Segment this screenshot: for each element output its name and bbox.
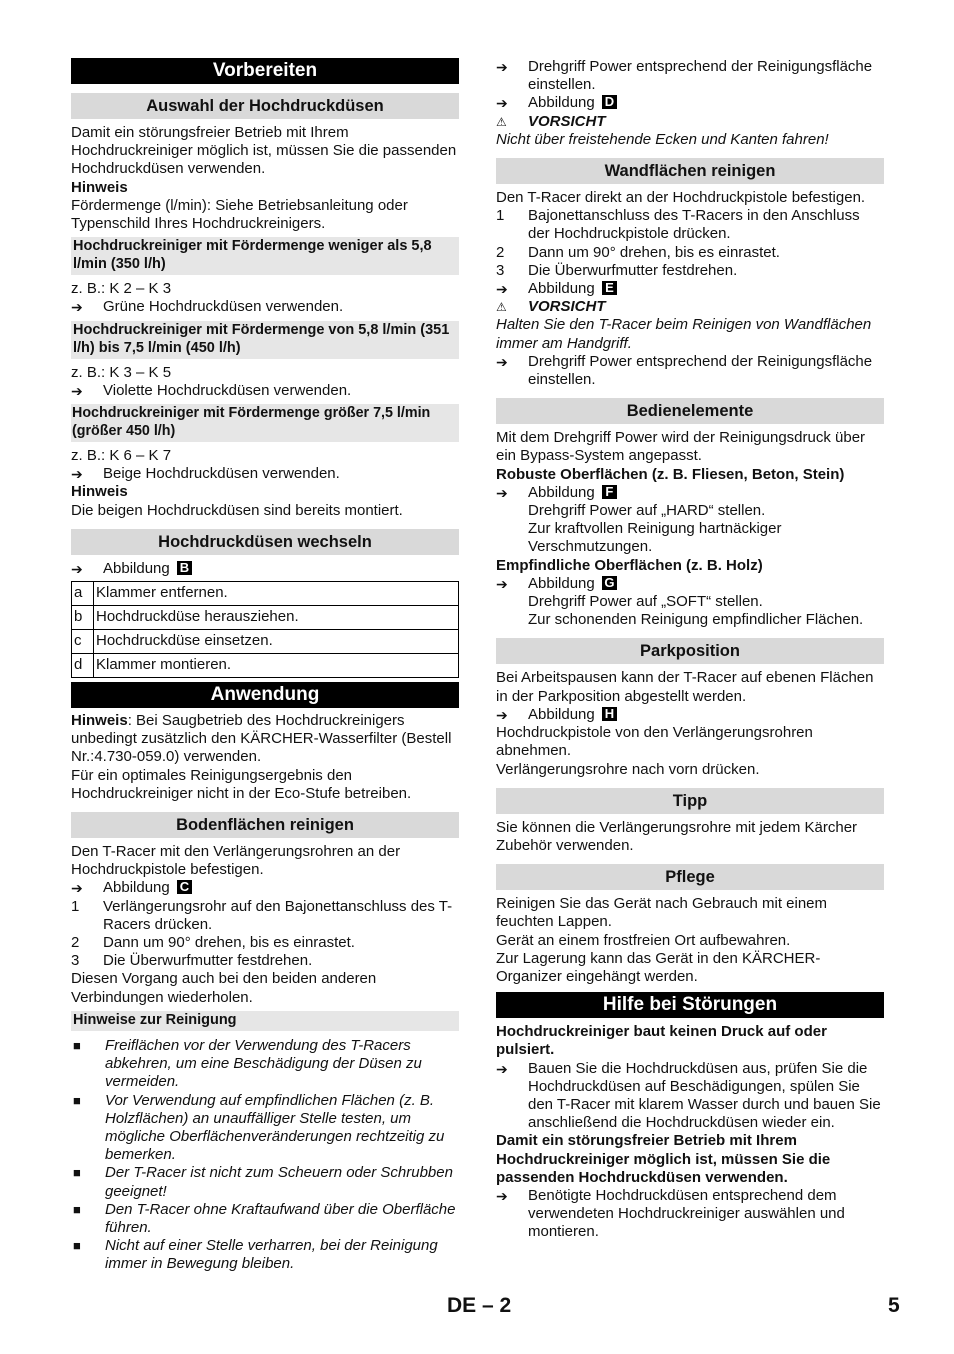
subheading-under-5-8: Hochdruckreiniger mit Fördermenge weniger als 5,8 l/min (350 l/h) [71, 237, 459, 275]
numbered-step [496, 262, 884, 280]
action-item [71, 298, 459, 316]
subheading-hinweise-reinigung: Hinweise zur Reinigung [71, 1011, 459, 1031]
eco-text: Für ein optimales Reinigungsergebnis den Hochdruckreiniger nicht in der Eco-Stufe betreiben. [71, 766, 412, 802]
right-column [496, 58, 884, 1242]
arrow-icon: ➔ [71, 466, 83, 483]
robust-heading: Robuste Oberflächen (z. B. Fliesen, Beton, Stein) [496, 465, 845, 483]
indented-line [496, 593, 884, 611]
hinweis-text: : Bei Saugbetrieb des Hochdruckreinigers unbedingt zusätzlich den KÄRCHER-Wasserfilter (Bestell Nr.:4.730-059.0) verwenden. [71, 712, 452, 766]
action-item [496, 1060, 884, 1133]
boden-intro: Den T-Racer mit den Verlängerungsrohren an der Hochdruckpistole befestigen. [71, 843, 401, 879]
anwendung-hinweis [71, 712, 459, 767]
arrow-icon: ➔ [496, 353, 508, 370]
step-key: b [72, 606, 94, 630]
subheading-over-7-5: Hochdruckreiniger mit Fördermenge größer 7,5 l/min (größer 450 l/h) [71, 404, 459, 442]
step-text: Die Überwurfmutter festdrehen. [103, 952, 313, 970]
action-text: Bauen Sie die Hochdruckdüsen aus, prüfen Sie die Hochdruckdüsen auf Beschädigungen, spülen Sie den T-Racer mit klarem Wasser durch und bauen Sie anschließend die Hochdruckdüsen wieder ein. [528, 1059, 881, 1132]
hinweis-label: Hinweis [71, 483, 128, 501]
numbered-step [71, 952, 459, 970]
arrow-icon: ➔ [496, 1187, 508, 1204]
step-text: Klammer entfernen. [94, 582, 459, 606]
arrow-icon: ➔ [71, 299, 83, 316]
bullet-text: Nicht auf einer Stelle verharren, bei der Reinigung immer in Bewegung bleiben. [105, 1237, 438, 1273]
section-title-vorbereiten: Vorbereiten [71, 58, 459, 84]
figure-key-badge: B [177, 561, 192, 575]
step-text: Klammer montieren. [94, 654, 459, 678]
arrow-icon: ➔ [71, 880, 83, 897]
park-line: Verlängerungsrohre nach vorn drücken. [496, 760, 760, 778]
example-text: z. B.: K 2 – K 3 [71, 280, 172, 298]
arrow-icon: ➔ [496, 59, 508, 75]
step-text: Dann um 90° drehen, bis es einrastet. [103, 934, 355, 952]
action-item [496, 1187, 884, 1242]
step-key: d [72, 654, 94, 678]
problem-text: Damit ein störungsfreier Betrieb mit Ihrem Hochdruckreiniger möglich ist, müssen Sie die passenden Hochdruckdüsen verwenden. [496, 1132, 831, 1186]
wand-intro: Den T-Racer direkt an der Hochdruckpistole befestigen. [496, 189, 866, 207]
pflege-line: Gerät an einem frostfreien Ort aufbewahren. [496, 931, 791, 949]
pflege-line: Zur Lagerung kann das Gerät in den KÄRCHER-Organizer eingehängt werden. [496, 949, 821, 985]
left-column [71, 58, 459, 1274]
arrow-icon: ➔ [496, 281, 508, 298]
action-text: Violette Hochdruckdüsen verwenden. [103, 381, 352, 399]
table-row [72, 582, 459, 606]
bullet-text: Freiflächen vor der Verwendung des T-Racers abkehren, um eine Beschädigung der Düsen zu vermeiden. [105, 1036, 422, 1091]
bullet-item [71, 1201, 459, 1237]
steps-table [71, 581, 459, 678]
action-text: Beige Hochdruckdüsen verwenden. [103, 465, 340, 483]
bedien-intro: Mit dem Drehgriff Power wird der Reinigungsdruck über ein Bypass-System angepasst. [496, 429, 866, 465]
step-text: Hochdruckdüse einsetzen. [94, 630, 459, 654]
indented-line [496, 502, 884, 520]
robust-line: Zur kraftvollen Reinigung hartnäckiger Verschmutzungen. [528, 520, 782, 556]
bullet-icon: ■ [73, 1092, 81, 1108]
bullet-icon: ■ [73, 1201, 81, 1217]
step-text: Hochdruckdüse herausziehen. [94, 606, 459, 630]
heading-tipp: Tipp [496, 788, 884, 814]
abbildung-ref [496, 575, 884, 593]
section-title-hilfe: Hilfe bei Störungen [496, 992, 884, 1018]
abbildung-label: Abbildung [528, 483, 595, 501]
figure-key-badge: E [602, 281, 617, 295]
arrow-icon: ➔ [496, 575, 508, 592]
figure-key-badge: C [177, 880, 192, 894]
abbildung-label: Abbildung [528, 94, 595, 112]
arrow-icon: ➔ [496, 484, 508, 501]
arrow-icon: ➔ [71, 382, 83, 399]
numbered-step [71, 934, 459, 952]
step-text: Dann um 90° drehen, bis es einrastet. [528, 243, 780, 261]
tipp-text: Sie können die Verlängerungsrohre mit jedem Kärcher Zubehör verwenden. [496, 818, 858, 854]
table-row [72, 606, 459, 630]
action-text: Drehgriff Power entsprechend der Reinigungsfläche einstellen. [528, 58, 873, 94]
heading-pflege: Pflege [496, 864, 884, 890]
heading-park: Parkposition [496, 638, 884, 664]
heading-bedien: Bedienelemente [496, 398, 884, 424]
abbildung-ref [496, 94, 884, 112]
boden-outro: Diesen Vorgang auch bei den beiden anderen Verbindungen wiederholen. [71, 970, 377, 1006]
abbildung-label: Abbildung [528, 280, 595, 298]
abbildung-ref [496, 484, 884, 502]
numbered-step [496, 207, 884, 243]
bullet-item [71, 1092, 459, 1165]
park-line: Hochdruckpistole von den Verlängerungsrohren abnehmen. [496, 724, 813, 760]
numbered-step [496, 244, 884, 262]
empf-line: Drehgriff Power auf „SOFT“ stellen. [528, 593, 763, 611]
abbildung-label: Abbildung [103, 559, 170, 577]
step-number: 2 [496, 243, 505, 261]
bullet-item [71, 1037, 459, 1092]
indented-line [496, 520, 884, 556]
abbildung-label: Abbildung [528, 574, 595, 592]
arrow-icon: ➔ [496, 706, 508, 723]
step-number: 3 [496, 261, 505, 279]
heading-wechseln: Hochdruckdüsen wechseln [71, 529, 459, 555]
abbildung-label: Abbildung [103, 879, 170, 897]
abbildung-ref [496, 280, 884, 298]
step-number: 1 [496, 207, 505, 225]
vorsicht-label: VORSICHT [528, 298, 606, 316]
empf-heading: Empfindliche Oberflächen (z. B. Holz) [496, 556, 763, 574]
vorsicht-label-row [496, 298, 884, 316]
bullet-item [71, 1164, 459, 1200]
empf-line: Zur schonenden Reinigung empfindlicher Flächen. [528, 611, 864, 629]
page-number: 5 [888, 1294, 900, 1317]
action-text: Grüne Hochdruckdüsen verwenden. [103, 298, 344, 316]
hinweis-label: Hinweis [71, 178, 128, 196]
abbildung-label: Abbildung [528, 705, 595, 723]
action-item [71, 465, 459, 483]
hinweis-text: Fördermenge (l/min): Siehe Betriebsanleitung oder Typenschild Ihres Hochdruckreinigers. [71, 196, 408, 233]
arrow-icon: ➔ [71, 560, 83, 577]
action-text: Benötigte Hochdruckdüsen entsprechend dem verwendeten Hochdruckreiniger auswählen und montieren. [528, 1186, 845, 1241]
bullet-text: Den T-Racer ohne Kraftaufwand über die Oberfläche führen. [105, 1200, 456, 1236]
bullet-icon: ■ [73, 1165, 81, 1181]
problem-text: Hochdruckreiniger baut keinen Druck auf oder pulsiert. [496, 1023, 827, 1059]
bullet-icon: ■ [73, 1037, 81, 1053]
vorsicht-label: VORSICHT [528, 112, 606, 130]
step-number: 2 [71, 934, 80, 952]
abbildung-ref [71, 560, 459, 578]
abbildung-ref [496, 706, 884, 724]
figure-key-badge: G [602, 576, 617, 590]
paragraph-intro: Damit ein störungsfreier Betrieb mit Ihrem Hochdruckreiniger möglich ist, müssen Sie die passenden Hochdruckdüsen verwenden. [71, 124, 457, 178]
hinweis-label: Hinweis [71, 712, 128, 730]
hinweis-text: Die beigen Hochdruckdüsen sind bereits montiert. [71, 501, 403, 519]
action-item [496, 58, 884, 94]
bullet-text: Der T-Racer ist nicht zum Scheuern oder Schrubben geeignet! [105, 1164, 453, 1200]
step-text: Die Überwurfmutter festdrehen. [528, 261, 738, 279]
step-key: c [72, 630, 94, 654]
table-row [72, 630, 459, 654]
step-number: 1 [71, 897, 80, 915]
figure-key-badge: H [602, 707, 617, 721]
table-row [72, 654, 459, 678]
heading-auswahl: Auswahl der Hochdruckdüsen [71, 93, 459, 119]
step-number: 3 [71, 952, 80, 970]
warning-icon: ⚠ [496, 114, 507, 129]
numbered-step [71, 898, 459, 934]
vorsicht-text: Halten Sie den T-Racer beim Reinigen von Wandflächen immer am Handgriff. [496, 316, 872, 352]
arrow-icon: ➔ [496, 1060, 508, 1077]
step-text: Verlängerungsrohr auf den Bajonettanschluss des T-Racers drücken. [103, 897, 453, 933]
example-text: z. B.: K 3 – K 5 [71, 363, 172, 381]
bullet-text: Vor Verwendung auf empfindlichen Flächen (z. B. Holzflächen) an unauffälliger Stelle testen, um mögliche Oberflächenveränderungen rechtzeitig zu bemerken. [105, 1091, 445, 1164]
pflege-line: Reinigen Sie das Gerät nach Gebrauch mit einem feuchten Lappen. [496, 895, 828, 931]
abbildung-ref [71, 879, 459, 897]
vorsicht-text: Nicht über freistehende Ecken und Kanten fahren! [496, 130, 829, 148]
footer-language-label: DE – 2 [447, 1294, 512, 1317]
heading-wand: Wandflächen reinigen [496, 158, 884, 184]
heading-boden: Bodenflächen reinigen [71, 812, 459, 838]
indented-line [496, 611, 884, 629]
figure-key-badge: D [602, 95, 617, 109]
bullet-icon: ■ [73, 1238, 81, 1254]
subheading-5-8-to-7-5: Hochdruckreiniger mit Fördermenge von 5,8 l/min (351 l/h) bis 7,5 l/min (450 l/h) [71, 321, 459, 359]
action-item [71, 382, 459, 400]
bullet-item [71, 1237, 459, 1273]
action-item [496, 353, 884, 389]
step-text: Bajonettanschluss des T-Racers in den Anschluss der Hochdruckpistole drücken. [528, 207, 860, 243]
step-key: a [72, 582, 94, 606]
vorsicht-label-row [496, 113, 884, 131]
arrow-icon: ➔ [496, 95, 508, 112]
warning-icon: ⚠ [496, 300, 507, 315]
park-intro: Bei Arbeitspausen kann der T-Racer auf ebenen Flächen in der Parkposition abgestellt werden. [496, 669, 874, 705]
figure-key-badge: F [602, 485, 617, 499]
example-text: z. B.: K 6 – K 7 [71, 447, 172, 465]
robust-line: Drehgriff Power auf „HARD“ stellen. [528, 502, 766, 520]
section-title-anwendung: Anwendung [71, 682, 459, 708]
page-footer [0, 1294, 954, 1327]
action-text: Drehgriff Power entsprechend der Reinigungsfläche einstellen. [528, 352, 873, 389]
